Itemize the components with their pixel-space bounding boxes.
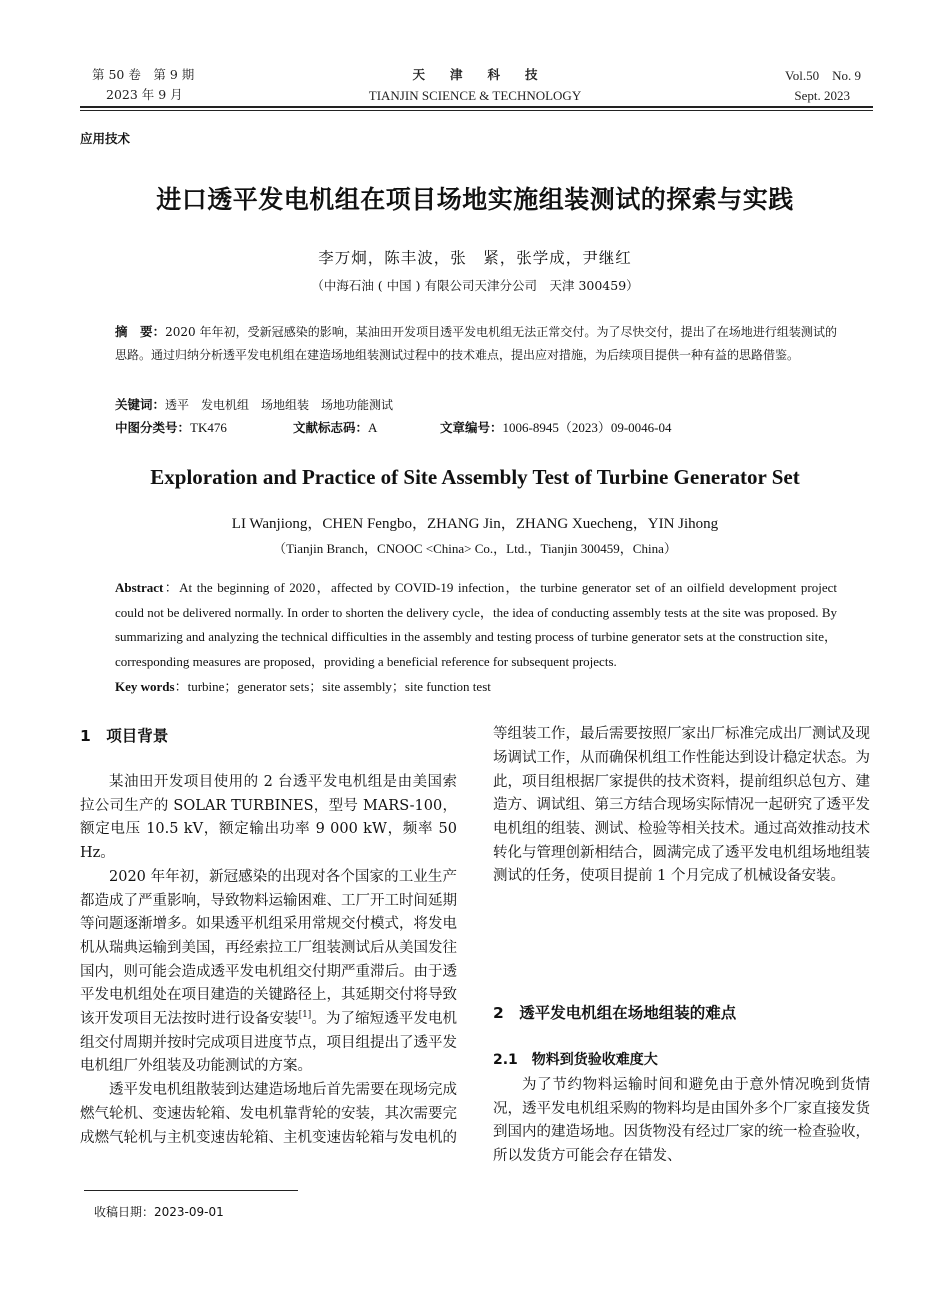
s21-paragraph-1: 为了节约物料运输时间和避免由于意外情况晚到货情况，透平发电机组采购的物料均是由国外多个厂家直接发货到国内的建造场地。因货物没有经过厂家的统一检查验收，所以发货方可能会存在错发、 [493,1077,870,1165]
right-column-continuation [493,723,870,960]
title-en: Exploration and Practice of Site Assembly Test of Turbine Generator Set [150,465,800,489]
issue-date-en: Sept. 2023 [794,88,850,103]
journal-name-en: TIANJIN SCIENCE & TECHNOLOGY [368,88,582,103]
s1-paragraph-2 [80,866,457,1079]
authors-cn: 李万炯，陈丰波，张 紧，张学成，尹继红 [318,249,632,267]
keywords-cn-text: 透平 发电机组 场地组装 场地功能测试 [165,398,394,412]
title-cn: 进口透平发电机组在项目场地实施组装测试的探索与实践 [156,185,794,214]
article-no-value: 1006-8945（2023）09-0046-04 [502,420,672,435]
issue-volume: 第 50 卷 第 9 期 [92,67,195,82]
s1-paragraph-3: 透平发电机组散装到达建造场地后首先需要在现场完成燃气轮机、变速齿轮箱、发电机靠背轮的安装，其次需要完成燃气轮机与主机变速齿轮箱、主机变速齿轮箱与发电机的 [80,1082,457,1146]
authors-en: LI Wanjiong，CHEN Fengbo，ZHANG Jin，ZHANG Xuecheng，YIN Jihong [231,516,719,532]
footnote-rule [84,1190,298,1191]
issue-volume-en: Vol.50 No. 9 [785,68,861,83]
affiliation-en: （Tianjin Branch，CNOOC <China> Co.，Ltd.，Tianjin 300459，China） [273,541,677,556]
keywords-en-text: ：turbine；generator sets；site assembly；site function test [174,679,491,694]
s21-block [493,1074,870,1169]
abstract-en-text: At the beginning of 2020，affected by COVID-19 infection，the turbine generator set of an oilfield development project could not be delivered normally. In order to shorten the delivery cycle，the idea of conducting assembly tests at the site was proposed. By summarizing and analyzing the technical difficulties in the assembly and testing process of turbine generator sets at the construction site，corresponding measures are proposed，providing a beneficial reference for subsequent projects. [115,580,837,669]
issue-date-cn: 2023 年 9 月 [106,87,183,102]
keywords-cn [115,395,393,415]
keywords-cn-label: 关键词： [115,397,166,412]
section-2-1-heading: 2.1 物料到货验收难度大 [493,1052,658,1068]
header-rule-thin [80,110,873,111]
s1-paragraph-2b: 。为了缩短透平发电机组交付周期并按时完成项目进度节点，项目组提出了透平发电机组厂外组装及功能测试的方案。 [80,1011,458,1075]
article-no-line [440,418,672,438]
citation-ref-1: [1] [298,1010,312,1021]
doc-code-line [293,418,377,438]
affiliation-cn: （中海石油 ( 中国 ) 有限公司天津分公司 天津 300459） [311,278,639,293]
abstract-en-sep: ： [163,580,180,595]
section-1-heading: 1 项目背景 [80,727,169,745]
received-date: 收稿日期：2023-09-01 [94,1205,224,1219]
abstract-en [115,576,837,674]
left-column [80,771,457,1150]
clc-value: TK476 [190,420,227,435]
s1-paragraph-2a: 2020 年年初，新冠感染的出现对各个国家的工业生产都造成了严重影响，导致物料运输困难、工厂开工时间延期等问题逐渐增多。如果透平机组采用常规交付模式，将发电机从瑞典运输到美国，再经索拉工厂组装测试后从美国发往国内，则可能会造成透平发电机组交付期严重滞后。由于透平发电机组处在项目建造的关键路径上，其延期交付将导致该开发项目无法按时进行设备安装 [80,868,457,1028]
keywords-en-label: Key words [115,679,175,694]
keywords-en [115,675,837,700]
journal-name-cn: 天 津 科 技 [412,67,538,82]
section-2-heading: 2 透平发电机组在场地组装的难点 [493,1004,737,1022]
s1-paragraph-1: 某油田开发项目使用的 2 台透平发电机组是由美国索拉公司生产的 SOLAR TURBINES，型号 MARS-100，额定电压 10.5 kV，额定输出功率 9 000 kW，频率 50 Hz。 [80,774,457,862]
abstract-en-label: Abstract [115,580,164,595]
s1-paragraph-3-continued: 等组装工作，最后需要按照厂家出厂标准完成出厂测试及现场调试工作，从而确保机组工作性能达到设计稳定状态。为此，项目组根据厂家提供的技术资料，提前组织总包方、建造方、调试组、第三方结合现场实际情况一起研究了透平发电机组的组装、测试、检验等相关技术。通过高效推动技术转化与管理创新相结合，圆满完成了透平发电机组场地组装测试的任务，使项目提前 1 个月完成了机械设备安装。 [493,726,870,885]
article-no-label: 文章编号： [440,420,503,435]
header-rule-thick [80,106,873,108]
clc-line [115,418,227,438]
abstract-cn-text: 2020 年年初，受新冠感染的影响，某油田开发项目透平发电机组无法正常交付。为了尽快交付，提出了在场地进行组装测试的思路。通过归纳分析透平发电机组在建造场地组装测试过程中的技术难点，提出应对措施，为后续项目提供一种有益的思路借鉴。 [115,325,837,362]
doc-code-label: 文献标志码： [293,420,369,435]
doc-code-value: A [368,420,378,435]
abstract-cn [115,320,837,367]
section-label: 应用技术 [80,131,131,146]
clc-label: 中图分类号： [115,420,191,435]
abstract-cn-label: 摘 要： [115,324,166,339]
